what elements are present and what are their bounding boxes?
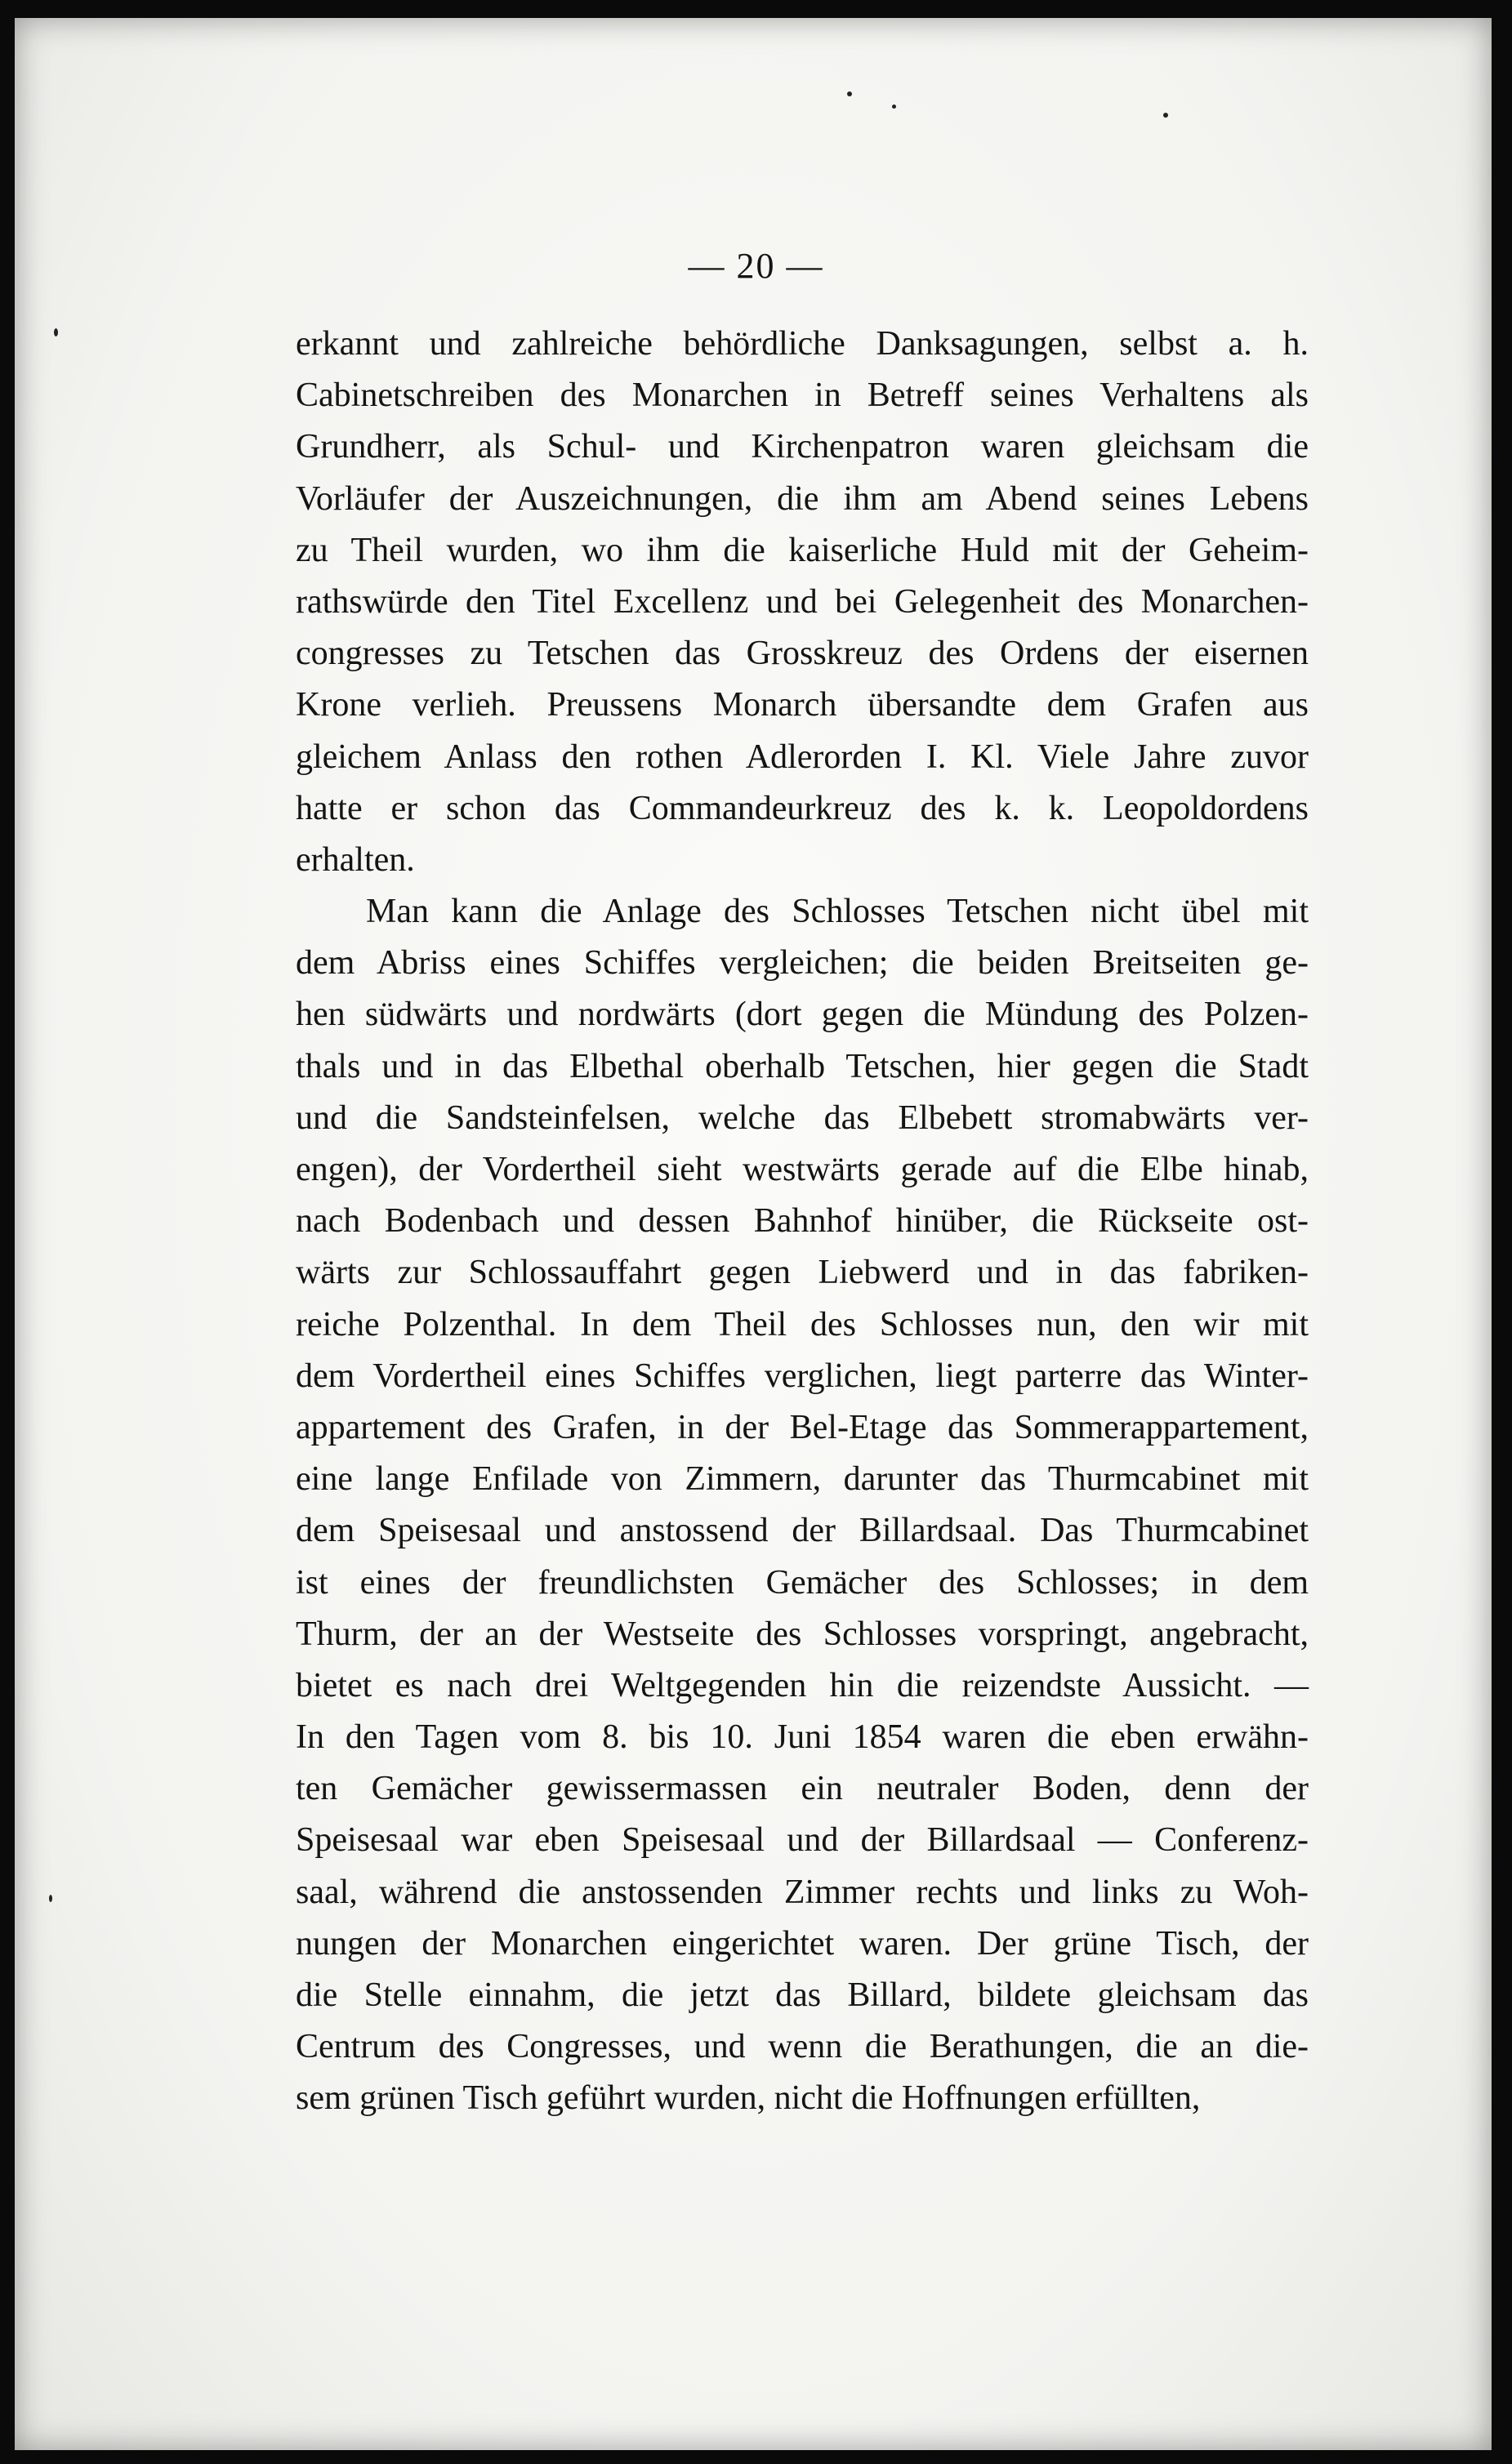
dust-speck xyxy=(847,91,852,96)
dust-speck xyxy=(49,1895,52,1902)
text-line: nungen der Monarchen eingerichtet waren. Der grüne Tisch, der xyxy=(296,1924,1309,1963)
text-line: Speisesaal war eben Speisesaal und der Billardsaal — Conferenz- xyxy=(296,1821,1309,1860)
text-line: nach Bodenbach und dessen Bahnhof hinüber, die Rückseite ost- xyxy=(296,1202,1309,1241)
text-line: ten Gemächer gewissermassen ein neutraler Boden, denn der xyxy=(296,1770,1309,1808)
text-line: Vorläufer der Auszeichnungen, die ihm am Abend seines Lebens xyxy=(296,479,1309,518)
text-line: Man kann die Anlage des Schlosses Tetschen nicht übel mit xyxy=(366,893,1309,931)
dust-speck xyxy=(54,328,58,336)
text-line: gleichem Anlass den rothen Adlerorden I. Kl. Viele Jahre zuvor xyxy=(296,737,1309,776)
text-line: dem Speisesaal und anstossend der Billardsaal. Das Thurmcabinet xyxy=(296,1512,1309,1550)
text-line: thals und in das Elbethal oberhalb Tetschen, hier gegen die Stadt xyxy=(296,1047,1309,1085)
text-line: engen), der Vordertheil sieht westwärts gerade auf die Elbe hinab, xyxy=(296,1151,1309,1188)
text-line: zu Theil wurden, wo ihm die kaiserliche Huld mit der Geheim- xyxy=(296,531,1309,569)
paragraph xyxy=(296,886,1309,2125)
text-line: erhalten. xyxy=(296,840,415,879)
paragraph xyxy=(296,319,1309,886)
text-line: und die Sandsteinfelsen, welche das Elbebett stromabwärts ver- xyxy=(296,1098,1309,1137)
text-line: saal, während die anstossenden Zimmer rechts und links zu Woh- xyxy=(296,1873,1309,1911)
page-number: — 20 — xyxy=(688,246,824,286)
text-line: sem grünen Tisch geführt wurden, nicht die Hoffnungen erfüllten, xyxy=(296,2079,1201,2118)
text-line: dem Vordertheil eines Schiffes verglichen, liegt parterre das Winter- xyxy=(296,1357,1309,1395)
dust-speck xyxy=(1163,113,1168,118)
body-text xyxy=(296,319,1309,2125)
text-line: Grundherr, als Schul- und Kirchenpatron waren gleichsam die xyxy=(296,428,1309,466)
text-line: bietet es nach drei Weltgegenden hin die reizendste Aussicht. — xyxy=(296,1666,1309,1704)
text-line: Thurm, der an der Westseite des Schlosses vorspringt, angebracht, xyxy=(296,1615,1309,1653)
text-line: rathswürde den Titel Excellenz und bei Gelegenheit des Monarchen- xyxy=(296,582,1309,621)
text-line: Cabinetschreiben des Monarchen in Betreff seines Verhaltens als xyxy=(296,377,1309,415)
text-line: hatte er schon das Commandeurkreuz des k. k. Leopoldordens xyxy=(296,789,1309,827)
text-line: congresses zu Tetschen das Grosskreuz des Ordens der eisernen xyxy=(296,635,1309,673)
text-line: eine lange Enfilade von Zimmern, darunter das Thurmcabinet mit xyxy=(296,1460,1309,1499)
text-line: die Stelle einnahm, die jetzt das Billard, bildete gleichsam das xyxy=(296,1976,1309,2014)
text-line: erkannt und zahlreiche behördliche Danksagungen, selbst a. h. xyxy=(296,325,1309,363)
text-line: appartement des Grafen, in der Bel-Etage das Sommerappartement, xyxy=(296,1408,1309,1446)
text-line: hen südwärts und nordwärts (dort gegen die Mündung des Polzen- xyxy=(296,996,1309,1034)
text-line: Krone verlieh. Preussens Monarch übersandte dem Grafen aus xyxy=(296,686,1309,724)
text-line: Centrum des Congresses, und wenn die Berathungen, die an die- xyxy=(296,2028,1309,2066)
text-line: wärts zur Schlossauffahrt gegen Liebwerd und in das fabriken- xyxy=(296,1254,1309,1292)
text-line: ist eines der freundlichsten Gemächer des Schlosses; in dem xyxy=(296,1563,1309,1602)
text-line: reiche Polzenthal. In dem Theil des Schlosses nun, den wir mit xyxy=(296,1305,1309,1343)
dust-speck xyxy=(892,105,896,109)
text-line: dem Abriss eines Schiffes vergleichen; die beiden Breitseiten ge- xyxy=(296,944,1309,982)
text-line: In den Tagen vom 8. bis 10. Juni 1854 waren die eben erwähn- xyxy=(296,1718,1309,1757)
